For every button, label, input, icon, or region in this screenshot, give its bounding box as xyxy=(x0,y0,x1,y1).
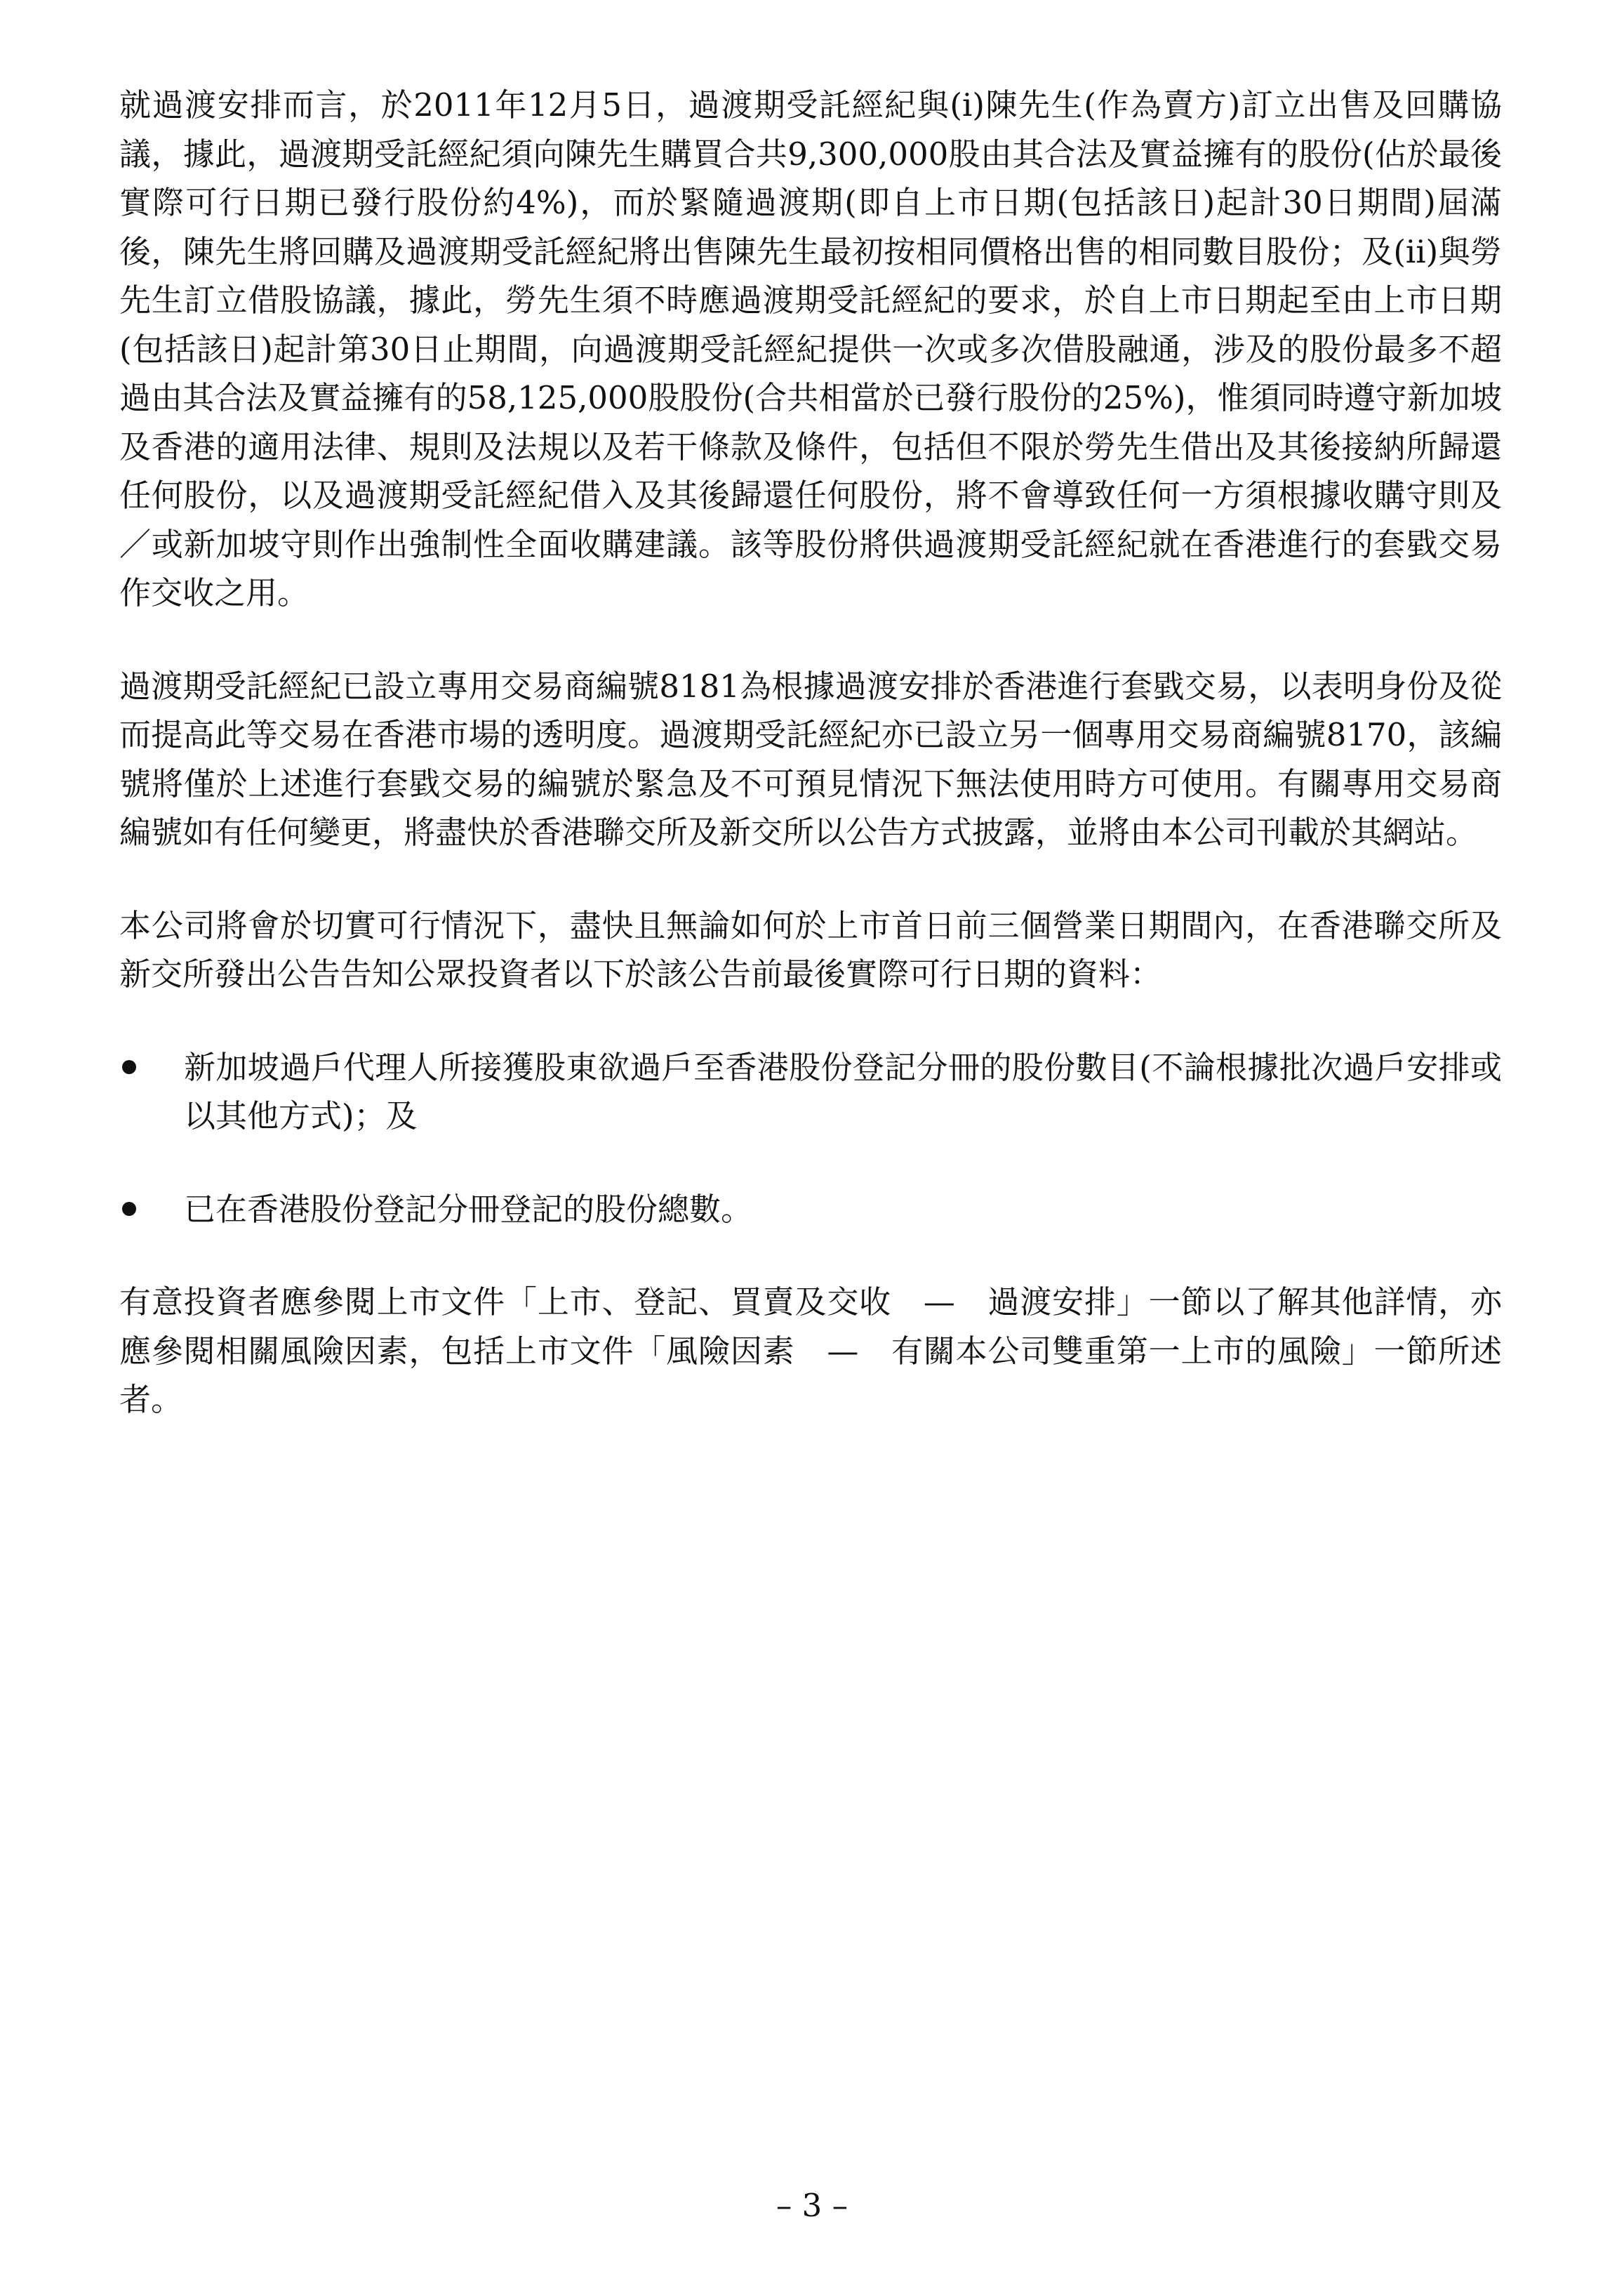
paragraph-announcement: 本公司將會於切實可行情況下，盡快且無論如何於上市首日前三個營業日期間內，在香港聯交所及新交所發出公告告知公眾投資者以下於該公告前最後實際可行日期的資料： xyxy=(119,906,1502,993)
bullet-text: 已在香港股份登記分冊登記的股份總數。 xyxy=(184,1190,753,1228)
list-item xyxy=(119,1043,1502,1141)
list-item xyxy=(119,1185,1502,1234)
bullet-icon xyxy=(122,1202,136,1216)
paragraph-transition-arrangement: 就過渡安排而言，於2011年12月5日，過渡期受託經紀與(i)陳先生(作為賣方)訂立出售及回購協議，據此，過渡期受託經紀須向陳先生購買合共9,300,000股由其合法及實益擁有的股份(佔於最後實際可行日期已發行股份約4%)，而於緊隨過渡期(即自上市日期(包括該日)起計30日期間)屆滿後，陳先生將回購及過渡期受託經紀將出售陳先生最初按相同價格出售的相同數目股份；及(ii)與勞先生訂立借股協議，據此，勞先生須不時應過渡期受託經紀的要求，於自上市日期起至由上市日期(包括該日)起計第30日止期間，向過渡期受託經紀提供一次或多次借股融通，涉及的股份最多不超過由其合法及實益擁有的58,125,000股股份(合共相當於已發行股份的25%)，惟須同時遵守新加坡及香港的適用法律、規則及法規以及若干條款及條件，包括但不限於勞先生借出及其後接納所歸還任何股份，以及過渡期受託經紀借入及其後歸還任何股份，將不會導致任何一方須根據收購守則及／或新加坡守則作出強制性全面收購建議。該等股份將供過渡期受託經紀就在香港進行的套戥交易作交收之用。 xyxy=(119,86,1502,611)
bullet-text: 新加坡過戶代理人所接獲股東欲過戶至香港股份登記分冊的股份數目(不論根據批次過戶安排或以其他方式)；及 xyxy=(184,1048,1502,1134)
bullet-icon xyxy=(122,1060,136,1074)
page-number: – 3 – xyxy=(776,2187,848,2224)
bullet-list xyxy=(119,1043,1502,1234)
document-body xyxy=(119,81,1502,1424)
paragraph-closing: 有意投資者應參閱上市文件「上市、登記、買賣及交收 — 過渡安排」一節以了解其他詳情，亦應參閱相關風險因素，包括上市文件「風險因素 — 有關本公司雙重第一上市的風險」一節所述者。 xyxy=(119,1283,1502,1418)
paragraph-dealer-codes: 過渡期受託經紀已設立專用交易商編號8181為根據過渡安排於香港進行套戥交易，以表明身份及從而提高此等交易在香港市場的透明度。過渡期受託經紀亦已設立另一個專用交易商編號8170，該編號將僅於上述進行套戥交易的編號於緊急及不可預見情況下無法使用時方可使用。有關專用交易商編號如有任何變更，將盡快於香港聯交所及新交所以公告方式披露，並將由本公司刊載於其網站。 xyxy=(119,667,1502,851)
